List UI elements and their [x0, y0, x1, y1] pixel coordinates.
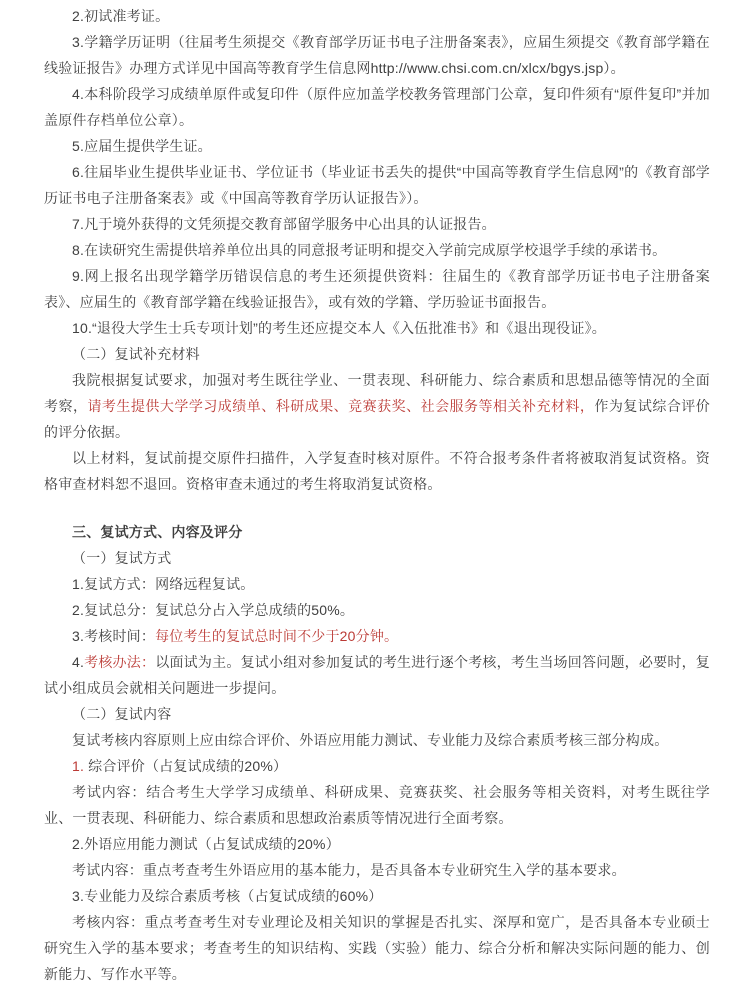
item-10-veteran-special-plan: [44, 315, 710, 341]
item-retest-mode: [44, 571, 710, 597]
item-professional-ability-assessment: [44, 883, 710, 909]
item-6-diploma-degree: [44, 159, 710, 211]
text-segment: 三、复试方式、内容及评分: [72, 524, 243, 540]
text-segment: 以面试为主。复试小组对参加复试的考生进行逐个考核，考生当场回答问题，必要时，复试小组成员会就相关问题进一步提问。: [44, 654, 710, 696]
item-assessment-time: [44, 623, 710, 649]
para-retest-content-overview: [44, 727, 710, 753]
text-segment: 考核内容：重点考查考生对专业理论及相关知识的掌握是否扎实、深厚和宽广，是否具备本专业硕士研究生入学的基本要求；考查考生的知识结构、实践（实验）能力、综合分析和解决实际问题的能力、创新能力、写作水平等。: [44, 914, 710, 982]
text-segment: 9.网上报名出现学籍学历错误信息的考生还须提供资料：往届生的《教育部学历证书电子注册备案表》、应届生的《教育部学籍在线验证报告》，或有效的学籍、学历验证书面报告。: [44, 268, 710, 310]
text-segment: 3.专业能力及综合素质考核（占复试成绩的60%）: [72, 888, 383, 904]
section-2-supplementary-materials: [44, 341, 710, 367]
item-9-error-info-materials: [44, 263, 710, 315]
item-comprehensive-evaluation: [44, 753, 710, 779]
para-language-exam-content: [44, 857, 710, 883]
text-segment: 2.初试准考证。: [72, 8, 170, 24]
para-evaluation-exam-content: [44, 779, 710, 831]
emphasized-text: 1.: [72, 758, 85, 774]
text-segment: 综合评价（占复试成绩的20%）: [84, 758, 288, 774]
text-segment: 复试考核内容原则上应由综合评价、外语应用能力测试、专业能力及综合素质考核三部分构成。: [72, 732, 669, 748]
item-7-overseas-credential: [44, 211, 710, 237]
text-segment: 考试内容：结合考生大学学习成绩单、科研成果、竞赛获奖、社会服务等相关资料，对考生既往学业、一贯表现、科研能力、综合素质和思想政治素质等情况进行全面考察。: [44, 784, 710, 826]
text-segment: 5.应届生提供学生证。: [72, 138, 212, 154]
text-segment: 10.“退役大学生士兵专项计划”的考生还应提交本人《入伍批准书》和《退出现役证》。: [72, 320, 606, 336]
text-segment: （一）复试方式: [72, 550, 172, 566]
item-5-student-card: [44, 133, 710, 159]
item-retest-total-score: [44, 597, 710, 623]
item-3-education-certificate: [44, 29, 710, 81]
emphasized-text: 请考生提供大学学习成绩单、科研成果、竞赛获奖、社会服务等相关补充材料，: [87, 398, 595, 414]
emphasized-text: 考核办法：: [84, 654, 156, 670]
text-segment: 我院根据复试要求，加强对考生既往学业、一贯表现、科研能力、综合素质和思想品德等情况的全面考察，: [44, 372, 710, 414]
para-comprehensive-review: [44, 367, 710, 445]
item-4-transcript: [44, 81, 710, 133]
text-segment: 2.外语应用能力测试（占复试成绩的20%）: [72, 836, 340, 852]
text-segment: （二）复试内容: [72, 706, 172, 722]
text-segment: 考试内容：重点考查考生外语应用的基本能力，是否具备本专业研究生入学的基本要求。: [72, 862, 626, 878]
text-segment: 7.凡于境外获得的文凭须提交教育部留学服务中心出具的认证报告。: [72, 216, 496, 232]
item-8-enrolled-postgraduate: [44, 237, 710, 263]
text-segment: 3.学籍学历证明（往届考生须提交《教育部学历证书电子注册备案表》，应届生须提交《教育部学籍在线验证报告》办理方式详见中国高等教育学生信息网http://www.chsi.com.cn/xlcx/bgys.jsp）。: [44, 34, 710, 76]
text-segment: 1.复试方式：网络远程复试。: [72, 576, 255, 592]
text-segment: 3.考核时间：: [72, 628, 156, 644]
text-segment: 2.复试总分：复试总分占入学总成绩的50%。: [72, 602, 355, 618]
text-segment: 以上材料，复试前提交原件扫描件，入学复查时核对原件。不符合报考条件者将被取消复试资格。资格审查材料恕不退回。资格审查未通过的考生将取消复试资格。: [44, 450, 710, 492]
emphasized-text: 每位考生的复试总时间不少于20分钟。: [155, 628, 399, 644]
section-2-retest-content: [44, 701, 710, 727]
item-foreign-language-test: [44, 831, 710, 857]
item-2-preliminary-ticket: [44, 3, 710, 29]
para-professional-exam-content: [44, 909, 710, 987]
text-segment: （二）复试补充材料: [72, 346, 200, 362]
section-1-retest-method: [44, 545, 710, 571]
text-segment: 作为复试综合评价的评分依据。: [44, 398, 710, 440]
text-segment: 6.往届毕业生提供毕业证书、学位证书（毕业证书丢失的提供“中国高等教育学生信息网”的《教育部学历证书电子注册备案表》或《中国高等教育学历认证报告》）。: [44, 164, 710, 206]
heading-3-retest-method-content-scoring: [44, 519, 710, 545]
item-assessment-method: [44, 649, 710, 701]
text-segment: 4.本科阶段学习成绩单原件或复印件（原件应加盖学校教务管理部门公章，复印件须有“原件复印”并加盖原件存档单位公章）。: [44, 86, 710, 128]
text-segment: 4.: [72, 654, 85, 670]
para-materials-submission: [44, 445, 710, 497]
text-segment: 8.在读研究生需提供培养单位出具的同意报考证明和提交入学前完成原学校退学手续的承诺书。: [72, 242, 667, 258]
